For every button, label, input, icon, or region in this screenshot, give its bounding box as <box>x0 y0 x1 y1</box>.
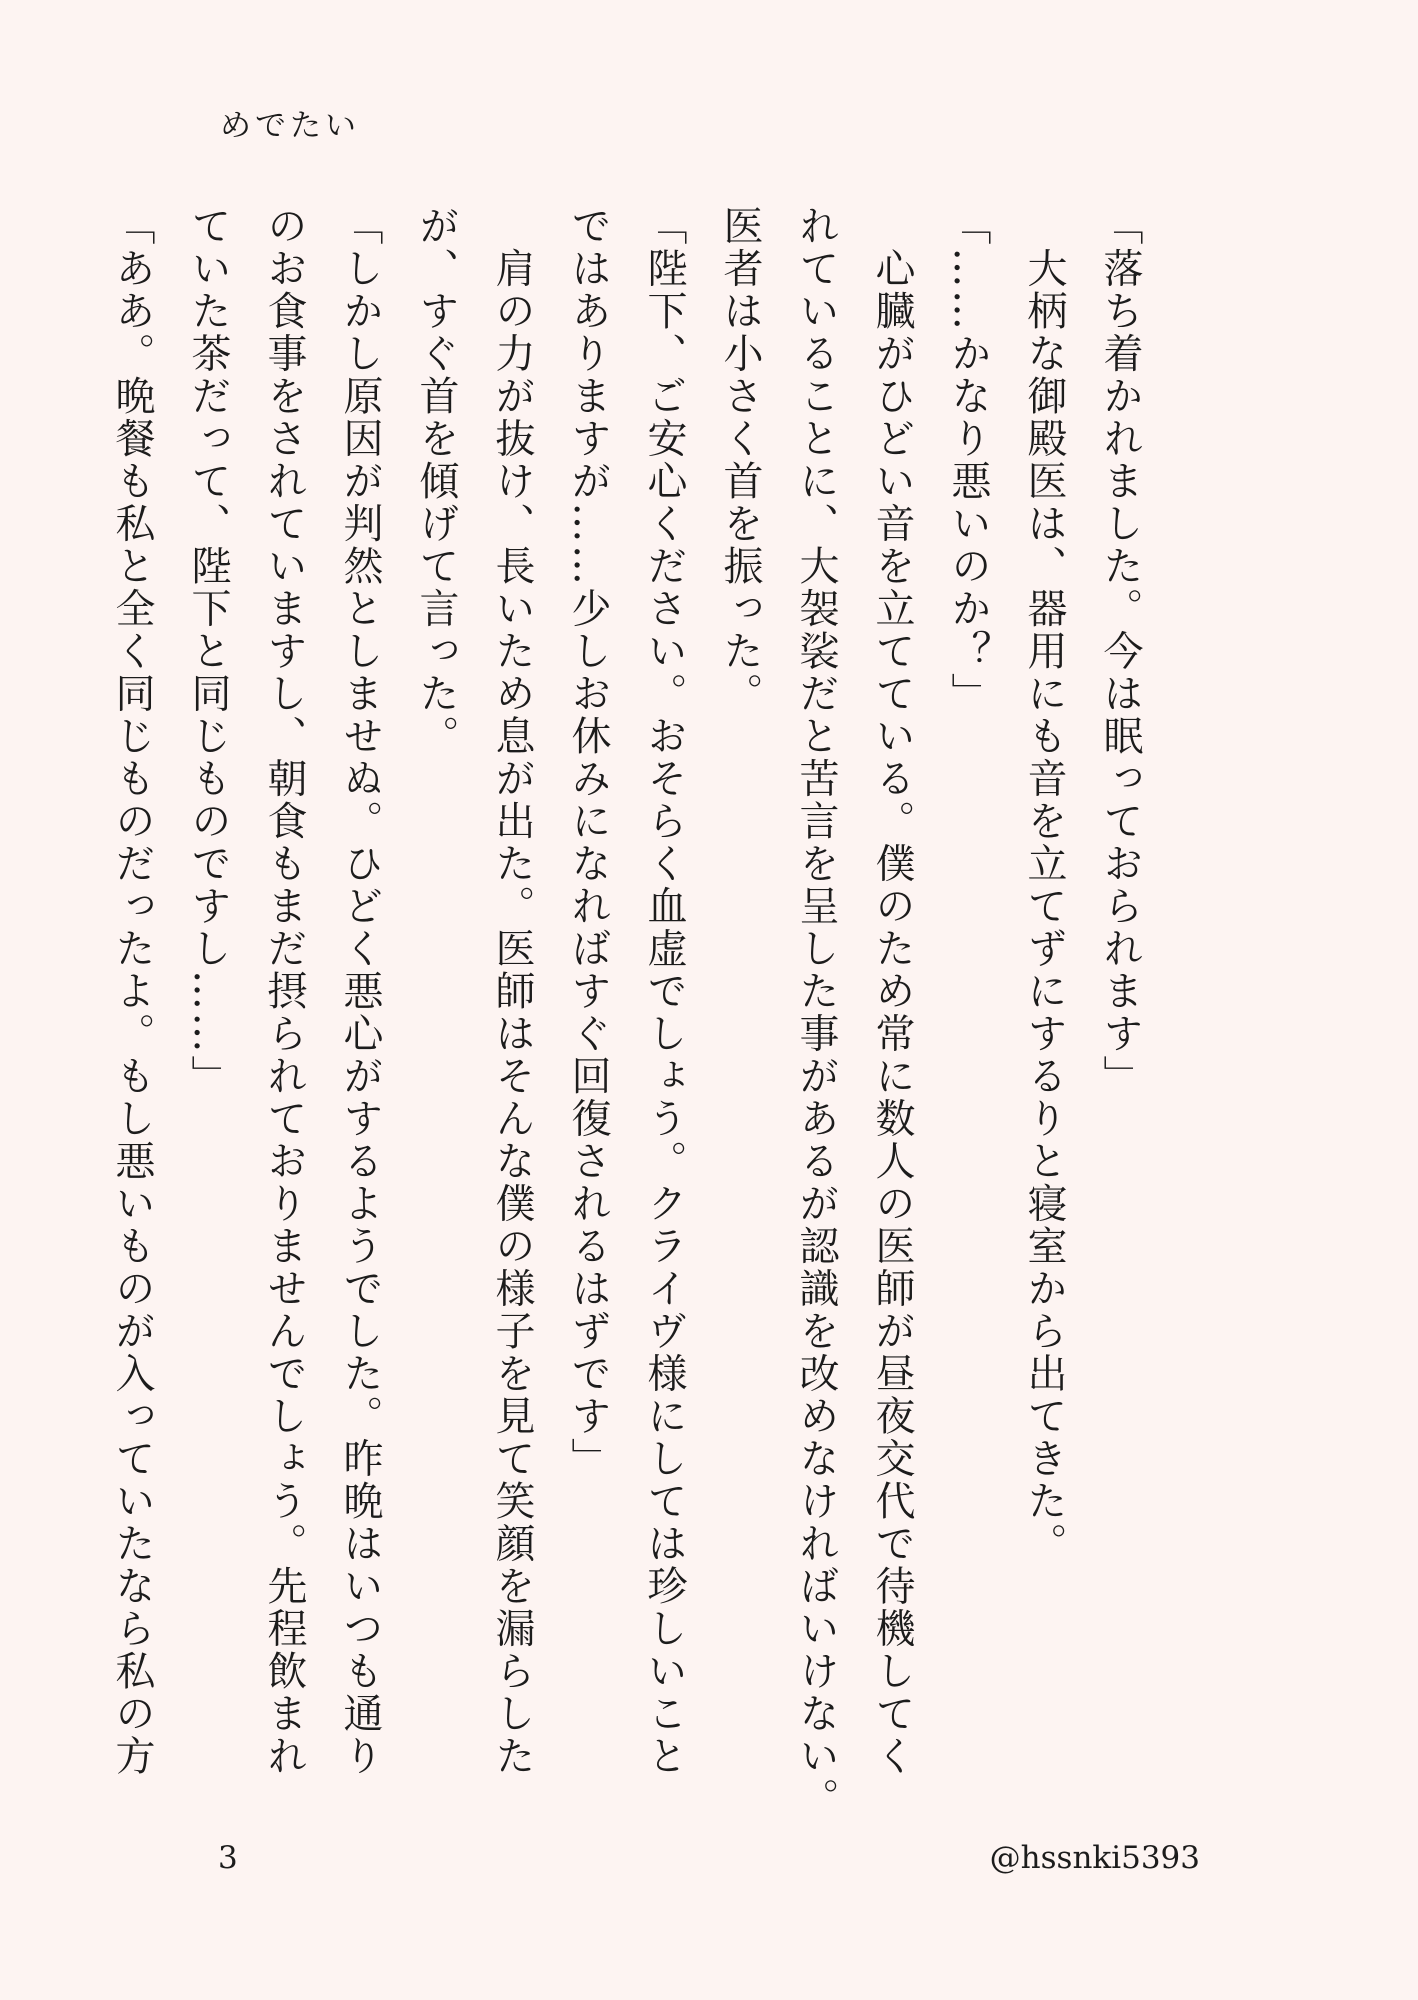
text-line: 心臓がひどい音を立てている。僕のため常に数人の医師が昼夜交代で待機してく <box>869 205 915 1778</box>
text-line: 肩の力が抜け、長いため息が出た。医師はそんな僕の様子を見て笑顔を漏らした <box>489 205 535 1778</box>
text-line: 「落ち着かれました。今は眠っておられます」 <box>1097 205 1143 1098</box>
text-line: 「……かなり悪いのか？」 <box>945 205 991 715</box>
text-line: が、すぐ首を傾げて言った。 <box>413 205 459 758</box>
text-line: ではありますが……少しお休みになればすぐ回復されるはずです」 <box>565 205 611 1480</box>
text-line: のお食事をされていますし、朝食もまだ摂られておりませんでしょう。先程飲まれ <box>261 205 307 1778</box>
vertical-body-text <box>94 205 1158 1820</box>
text-line: 「陛下、ご安心ください。おそらく血虚でしょう。クライヴ様にしては珍しいこと <box>641 205 687 1778</box>
text-line: れていることに、大袈裟だと苦言を呈した事があるが認識を改めなければいけない。 <box>793 205 839 1820</box>
author-handle: @hssnki5393 <box>989 1840 1200 1876</box>
text-line: 「ああ。晩餐も私と全く同じものだったよ。もし悪いものが入っていたなら私の方 <box>109 205 155 1778</box>
text-line: 大柄な御殿医は、器用にも音を立てずにするりと寝室から出てきた。 <box>1021 205 1067 1565</box>
page-header-title: めでたい <box>220 108 360 144</box>
text-line: ていた茶だって、陛下と同じものですし……」 <box>185 205 231 1098</box>
text-line: 「しかし原因が判然としませぬ。ひどく悪心がするようでした。昨晩はいつも通り <box>337 205 383 1778</box>
page-number: 3 <box>218 1840 238 1876</box>
text-line: 医者は小さく首を振った。 <box>717 205 763 715</box>
